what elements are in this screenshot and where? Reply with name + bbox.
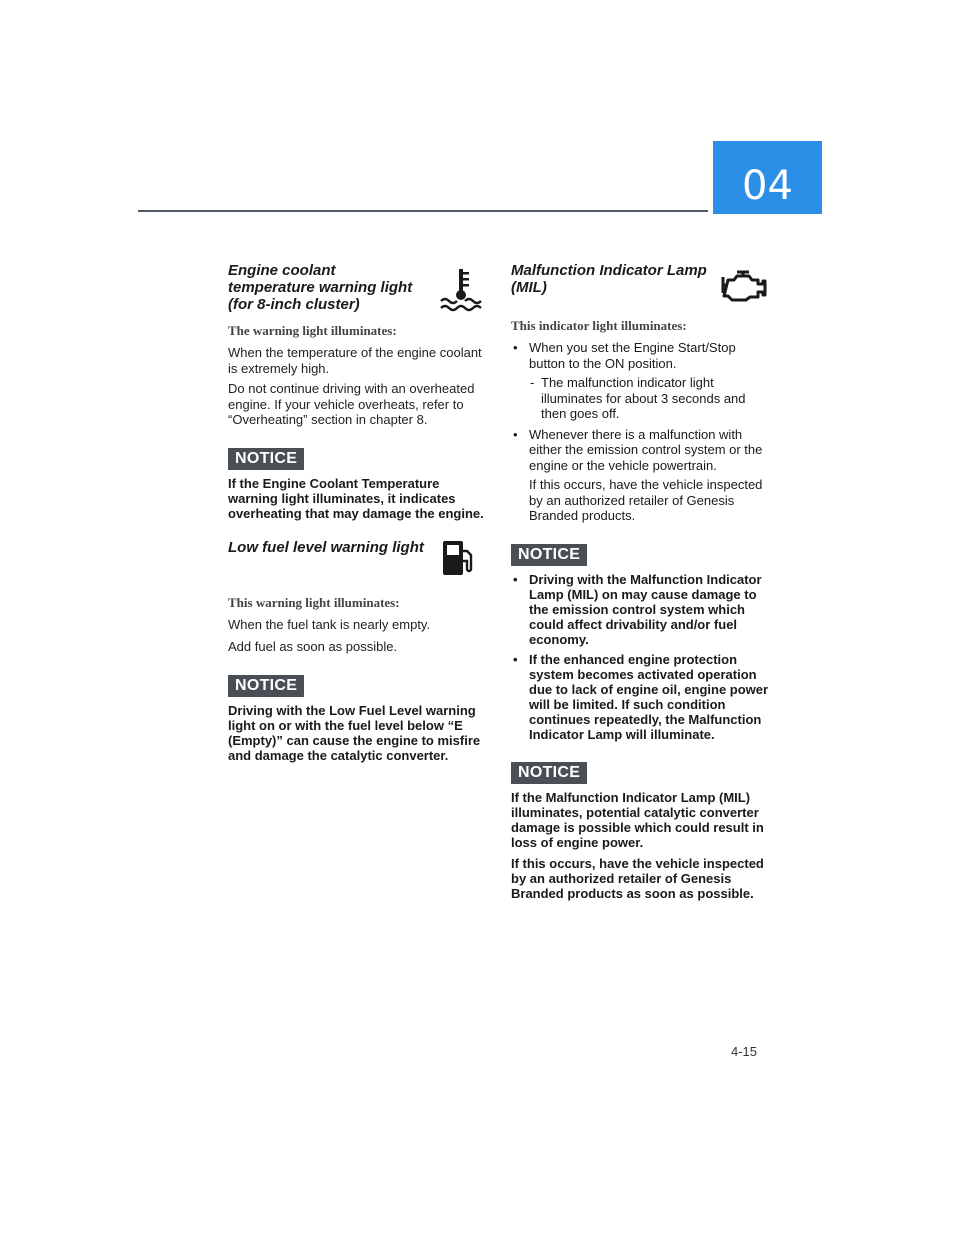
fuel-paragraph-2: Add fuel as soon as possible. [228,639,398,654]
mil-bullet-1-text: When you set the Engine Start/Stop button to the ON position. [529,340,736,371]
mil-notice-1 [511,544,769,742]
mil-section-title: Malfunction Indicator Lamp (MIL) [511,262,707,296]
coolant-lead: The warning light illuminates: [228,323,397,338]
mil-bullet-1-sub: - The malfunction indicator light illuminates for about 3 seconds and then goes off. [529,375,769,422]
mil-notice-1-list [511,572,769,742]
coolant-notice-text: If the Engine Coolant Temperature warning light illuminates, it indicates overheating that may damage the engine. [228,475,484,521]
fuel-lead: This warning light illuminates: [228,594,400,610]
coolant-section-header [228,262,486,313]
list-item: • Driving with the Malfunction Indicator Lamp (MIL) on may cause damage to the emission control system which could affect drivability and/or fuel economy. [511,572,769,647]
fuel-notice-text: Driving with the Low Fuel Level warning light on or with the fuel level below “E (Empty)” can cause the engine to misfire and damage the catalytic converter. [228,702,481,763]
mil-notice-2-paragraph-2: If this occurs, have the vehicle inspected by an authorized retailer of Genesis Branded products as soon as possible. [511,855,764,901]
mil-bullet-2-text: Whenever there is a malfunction with either the emission control system or the engine or the vehicle powertrain. [529,426,763,473]
chapter-number: 04 [742,163,793,209]
notice-badge: NOTICE [228,675,304,697]
coolant-section [228,262,486,521]
coolant-notice [228,448,486,521]
page-number: 4-15 [731,1044,758,1059]
fuel-pump-icon [440,539,476,584]
mil-lead: This indicator light illuminates: [511,318,687,333]
right-column [511,262,769,907]
coolant-paragraph-1: When the temperature of the engine coolant is extremely high. [228,345,482,376]
header-rule [138,210,708,212]
list-item [511,340,769,422]
mil-bullets [511,340,769,524]
fuel-section [228,539,486,763]
fuel-section-title: Low fuel level warning light [228,538,424,556]
left-column [228,262,486,769]
notice-badge: NOTICE [228,448,304,470]
fuel-section-header [228,539,486,585]
mil-section [511,262,769,901]
chapter-tab [713,141,822,214]
mil-section-header [511,262,769,302]
mil-notice-2 [511,762,769,901]
notice-badge: NOTICE [511,544,587,566]
mil-notice-2-paragraph-1: If the Malfunction Indicator Lamp (MIL) illuminates, potential catalytic converter damage is possible which could result in loss of engine power. [511,789,764,850]
coolant-temperature-icon [438,266,484,317]
list-item [511,427,769,524]
notice-badge: NOTICE [511,762,587,784]
mil-bullet-2-sub: If this occurs, have the vehicle inspected by an authorized retailer of Genesis Branded products. [529,477,763,523]
coolant-paragraph-2: Do not continue driving with an overheated engine. If your vehicle overheats, refer to “Overheating” section in chapter 8. [228,381,475,427]
fuel-paragraph-1: When the fuel tank is nearly empty. [228,616,431,632]
list-item: • If the enhanced engine protection system becomes activated operation due to lack of engine oil, engine power will be limited. If such condition continues repeatedly, the Malfunction Indicator Lamp will illuminate. [511,652,769,742]
fuel-notice [228,675,486,763]
engine-check-icon [719,268,769,307]
coolant-section-title: Engine coolant temperature warning light (for 8-inch cluster) [228,262,413,313]
